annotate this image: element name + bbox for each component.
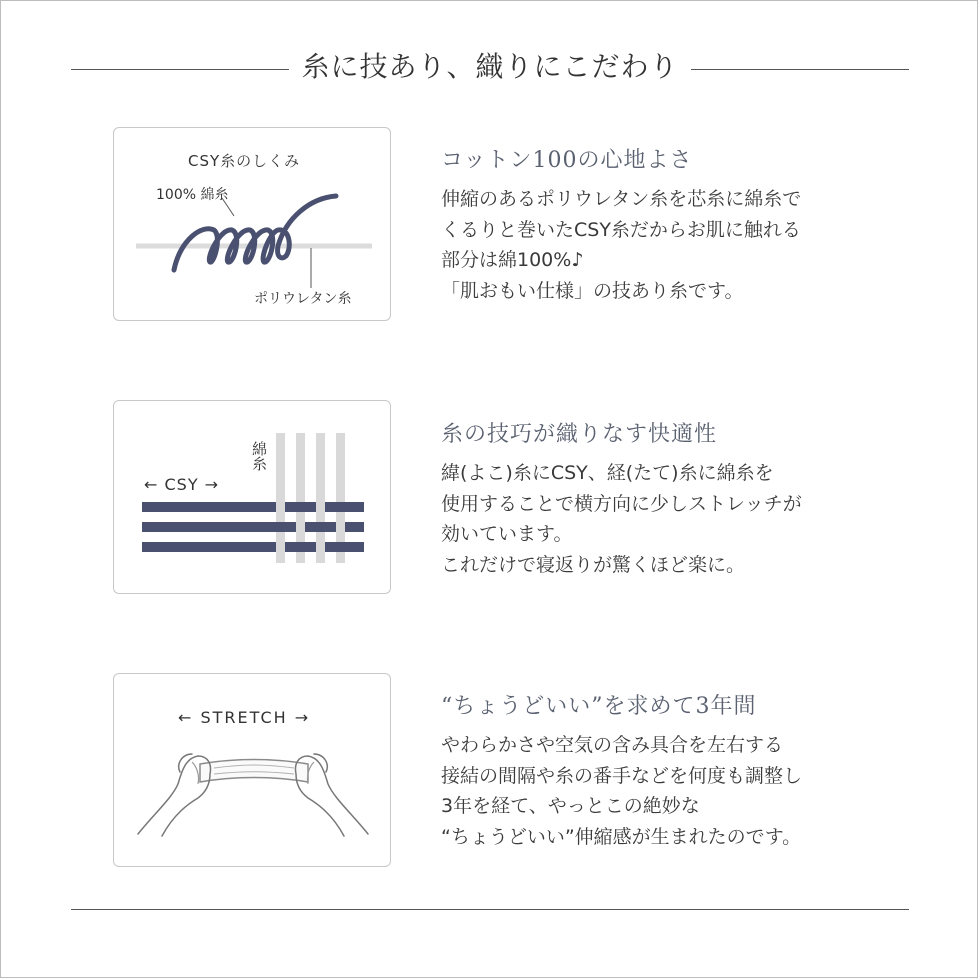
footer-divider	[71, 909, 909, 910]
illustration-title: CSY糸のしくみ	[188, 152, 301, 170]
section-line: くるりと巻いたCSY糸だからお肌に触れる	[441, 218, 801, 241]
stretch-illustration	[113, 673, 391, 867]
section-title: 糸の技巧が織りなす快適性	[441, 422, 718, 447]
section-title: “ちょうどいい”を求めて3年間	[441, 694, 757, 719]
section-title: コットン100の心地よさ	[441, 148, 693, 173]
csy-weft-label: ← CSY →	[144, 475, 220, 494]
header-divider-right	[691, 69, 909, 70]
hands-stretch-icon	[114, 674, 391, 867]
section-line: 接結の間隔や糸の番手などを何度も調整し	[441, 764, 803, 787]
section-line: 緯(よこ)糸にCSY、経(たて)糸に綿糸を	[441, 462, 774, 484]
stretch-label: ← STRETCH →	[178, 708, 311, 727]
section-line: 伸縮のあるポリウレタン糸を芯糸に綿糸で	[441, 188, 802, 210]
polyurethane-yarn-label: ポリウレタン糸	[254, 291, 352, 307]
cotton-warp-label: 綿糸	[250, 441, 268, 471]
section-line: 3年を経て、やっとこの絶妙な	[441, 795, 700, 817]
section-just-right	[441, 689, 921, 852]
page-title: 糸に技あり、織りにこだわり	[301, 50, 679, 83]
header-divider-left	[71, 69, 289, 70]
section-line: “ちょうどいい”伸縮感が生まれたのです。	[441, 825, 802, 848]
section-line: 使用することで横方向に少しストレッチが	[441, 492, 802, 515]
section-line: やわらかさや空気の含み具合を左右する	[441, 734, 784, 756]
section-line: 「肌おもい仕様」の技あり糸です。	[441, 279, 744, 302]
section-line: 効いています。	[441, 523, 573, 545]
weave-illustration	[113, 400, 391, 594]
csy-structure-illustration	[113, 127, 391, 321]
weave-diagram	[114, 401, 391, 594]
section-line: 部分は綿100%♪	[441, 249, 584, 271]
section-line: これだけで寝返りが驚くほど楽に。	[441, 553, 746, 576]
cotton-yarn-label: 100% 綿糸	[156, 187, 229, 203]
section-cotton	[441, 143, 921, 306]
section-weave	[441, 417, 921, 580]
